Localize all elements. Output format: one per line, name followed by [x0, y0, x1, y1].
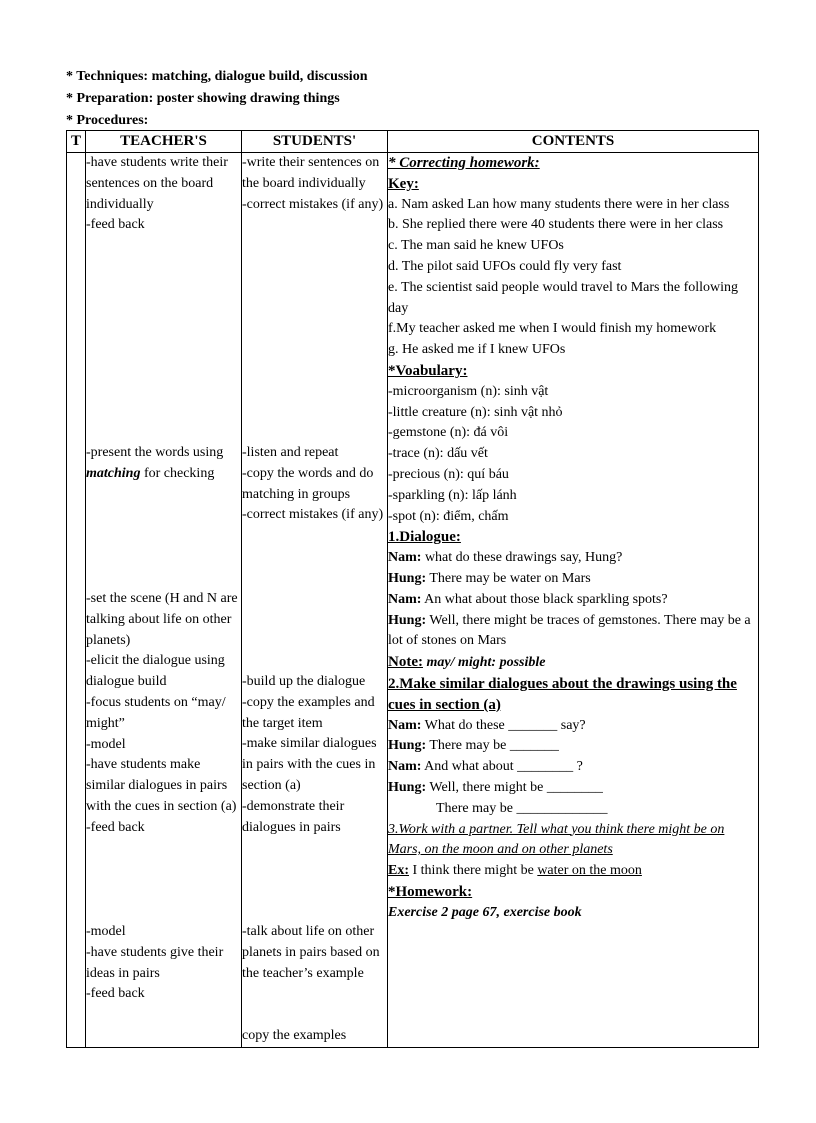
utterance: What do these _______ say?: [421, 717, 586, 733]
utterance: Well, there might be traces of gemstones. There may be a lot of stones on Mars: [388, 612, 751, 649]
utterance: what do these drawings say, Hung?: [421, 550, 623, 566]
note-text: may/ might: possible: [422, 655, 546, 671]
techniques-line: * Techniques: matching, dialogue build, discussion: [66, 69, 368, 84]
teacher-step: -have students give their ideas in pairs: [86, 944, 224, 981]
student-step: -correct mistakes (if any): [242, 507, 384, 523]
teacher-step: -feed back: [86, 819, 145, 835]
vocab-item: -trace (n): dấu vết: [388, 446, 488, 462]
lesson-header: [66, 66, 368, 132]
practice-line: [388, 778, 758, 799]
teacher-step: -model: [86, 924, 126, 939]
teacher-group-4: [86, 922, 241, 1005]
preparation-line: * Preparation: poster showing drawing things: [66, 91, 340, 106]
key-item: c. The man said he knew UFOs: [388, 238, 564, 254]
vocab-item: -sparkling (n): lấp lánh: [388, 487, 517, 503]
key-item: a. Nam asked Lan how many students there were in her class: [388, 196, 730, 212]
teacher-step: -elicit the dialogue using dialogue build: [86, 653, 225, 690]
example-line: [388, 861, 758, 882]
vocabulary-title: *Voabulary:: [388, 362, 468, 379]
header-t: T: [67, 131, 86, 153]
teacher-group-3: [86, 589, 241, 922]
vocab-item: -little creature (n): sinh vật nhỏ: [388, 404, 563, 420]
teacher-step: -have students make similar dialogues in pairs with the cues in section (a): [86, 757, 237, 814]
student-step: -build up the dialogue: [242, 674, 366, 689]
teacher-step: -model: [86, 736, 126, 752]
speaker: Nam:: [388, 550, 422, 566]
student-step: -write their sentences on the board individually: [242, 155, 380, 191]
ex-label: Ex:: [388, 863, 409, 879]
practice-line: [388, 736, 758, 757]
student-step: -listen and repeat: [242, 445, 339, 460]
teacher-step: -set the scene (H and N are talking about life on other planets): [86, 591, 238, 648]
practice-line: [388, 757, 758, 778]
student-step: -talk about life on other planets in pairs based on the teacher’s example: [242, 924, 380, 981]
student-step: copy the examples: [242, 1028, 347, 1043]
key-item: b. She replied there were 40 students there were in her class: [388, 217, 724, 233]
make-dialogues-text: 2.Make similar dialogues about the drawings using the cues in section (a): [388, 675, 737, 713]
ex-underlined: water on the moon: [537, 863, 642, 879]
dialogue-line: [388, 569, 758, 590]
utterance: An what about those black sparkling spots?: [421, 591, 668, 607]
speaker: Hung:: [388, 779, 427, 795]
teacher-step: -feed back: [86, 217, 145, 233]
teacher-step: -feed back: [86, 986, 145, 1002]
speaker: Nam:: [388, 759, 422, 775]
teacher-step: -focus students on “may/ might”: [86, 694, 226, 731]
key-item: e. The scientist said people would travel to Mars the following day: [388, 279, 739, 316]
header-teacher: TEACHER'S: [86, 131, 242, 153]
homework-text: Exercise 2 page 67, exercise book: [388, 904, 582, 920]
teacher-step-suffix: for checking: [140, 465, 215, 481]
teacher-group-2: [86, 443, 241, 589]
students-group-1: [242, 153, 387, 443]
students-group-3: [242, 672, 387, 922]
student-step: -correct mistakes (if any): [242, 196, 384, 212]
header-contents: CONTENTS: [388, 131, 759, 153]
vocab-item: -precious (n): quí báu: [388, 466, 509, 482]
dialogue-line: [388, 590, 758, 611]
key-item: f.My teacher asked me when I would finish my homework: [388, 321, 717, 337]
student-step: -demonstrate their dialogues in pairs: [242, 798, 345, 835]
teacher-step: -have students write their sentences on the board individually: [86, 155, 228, 212]
make-dialogues-title: [388, 674, 758, 716]
student-step: -copy the words and do matching in groups: [242, 465, 374, 502]
procedures-table: [66, 130, 759, 1048]
procedures-line: * Procedures:: [66, 113, 149, 128]
contents-cell: [388, 153, 759, 1048]
student-step: -make similar dialogues in pairs with the cues in section (a): [242, 736, 377, 793]
dialogue-title: 1.Dialogue:: [388, 529, 461, 546]
utterance: There may be water on Mars: [426, 570, 591, 586]
speaker: Hung:: [388, 612, 427, 628]
note-line: [388, 652, 758, 674]
utterance: There may be _______: [426, 738, 559, 754]
table-body-row: [67, 153, 759, 1048]
dialogue-line: [388, 548, 758, 569]
vocab-item: -gemstone (n): đá vôi: [388, 425, 509, 441]
students-cell: [242, 153, 388, 1048]
vocab-item: -microorganism (n): sinh vật: [388, 383, 549, 399]
dialogue-line: [388, 611, 758, 653]
speaker: Hung:: [388, 570, 427, 586]
homework-title: *Homework:: [388, 883, 473, 900]
utterance: Well, there might be ________: [426, 779, 603, 795]
ex-text: I think there might be: [409, 863, 538, 879]
utterance: And what about ________ ?: [421, 759, 583, 775]
t-cell: [67, 153, 86, 1048]
speaker: Nam:: [388, 717, 422, 733]
speaker: Nam:: [388, 591, 422, 607]
key-item: g. He asked me if I knew UFOs: [388, 342, 566, 358]
work-partner-title: 3.Work with a partner. Tell what you think there might be on Mars, on the moon and on other planets: [388, 821, 725, 858]
students-group-4: [242, 922, 387, 1026]
key-label: Key:: [388, 175, 419, 192]
table-header-row: [67, 131, 759, 153]
students-group-5: [242, 1026, 387, 1047]
header-students: STUDENTS': [242, 131, 388, 153]
matching-keyword: matching: [86, 465, 141, 481]
note-label: Note:: [388, 654, 423, 671]
student-step: -copy the examples and the target item: [242, 694, 375, 731]
vocab-item: -spot (n): điểm, chấm: [388, 508, 509, 524]
teacher-group-1: [86, 153, 241, 443]
teacher-cell: [86, 153, 242, 1048]
speaker: Hung:: [388, 738, 427, 754]
practice-line: [388, 716, 758, 737]
key-item: d. The pilot said UFOs could fly very fast: [388, 258, 622, 274]
correcting-homework-title: * Correcting homework:: [388, 155, 540, 171]
practice-line-last: There may be _____________: [436, 800, 608, 816]
teacher-step-prefix: -present the words using: [86, 445, 224, 460]
students-group-2: [242, 443, 387, 672]
